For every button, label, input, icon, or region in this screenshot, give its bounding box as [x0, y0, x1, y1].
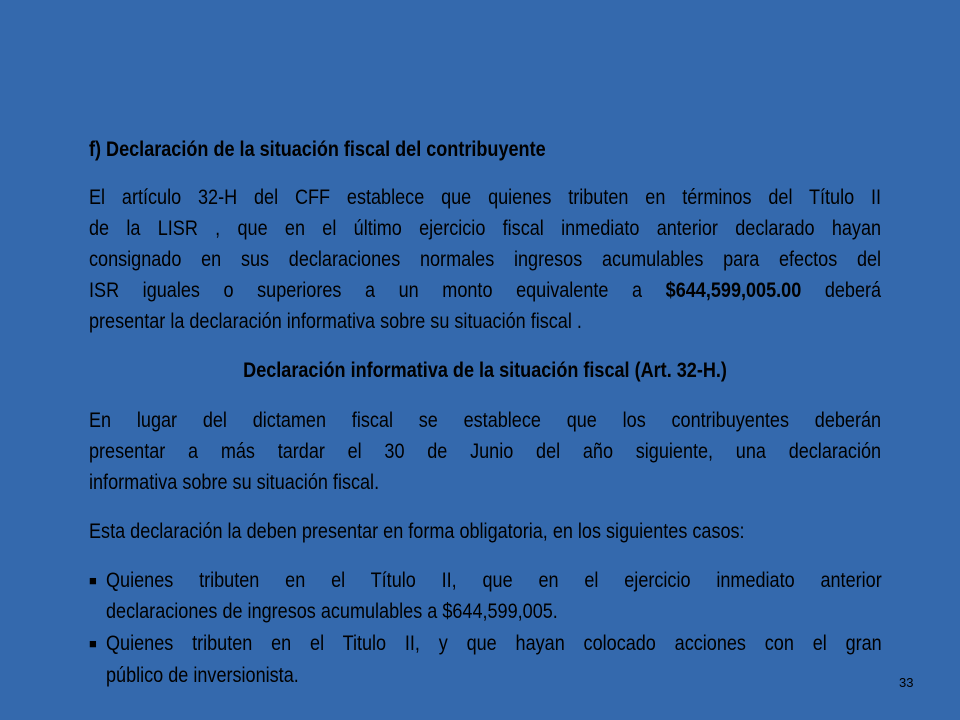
paragraph-2-line-3: informativa sobre su situación fiscal.	[89, 471, 380, 494]
subheading: Declaración informativa de la situación fiscal (Art. 32-H.)	[243, 359, 727, 382]
bullet-2-line-1: Quienes tributen en el Titulo II, y que hayan colocado acciones con el gran	[106, 632, 882, 655]
paragraph-1-line-3: consignado en sus declaraciones normales ingresos acumulables para efectos del	[89, 248, 882, 271]
paragraph-3: Esta declaración la deben presentar en forma obligatoria, en los siguientes casos:	[89, 520, 745, 543]
paragraph-2-line-2: presentar a más tardar el 30 de Junio del año siguiente, una declaración	[89, 440, 882, 463]
paragraph-2-line-1: En lugar del dictamen fiscal se establece que los contribuyentes deberán	[89, 409, 882, 432]
page-number: 33	[899, 675, 914, 690]
paragraph-1-line-5: presentar la declaración informativa sobre su situación fiscal .	[89, 310, 582, 333]
paragraph-1-line-4	[89, 279, 881, 303]
bullet-1-line-1: Quienes tributen en el Título II, que en el ejercicio inmediato anterior	[106, 569, 882, 592]
bullet-square-icon: ■	[89, 636, 97, 651]
section-heading: f) Declaración de la situación fiscal del contribuyente	[89, 138, 546, 161]
paragraph-1-line-1: El artículo 32-H del CFF establece que quienes tributen en términos del Título II	[89, 186, 882, 209]
threshold-amount: $644,599,005.00	[665, 279, 802, 302]
paragraph-1-line-4-end: deberá	[801, 279, 882, 302]
bullet-1-line-2: declaraciones de ingresos acumulables a $644,599,005.	[106, 600, 558, 623]
paragraph-1-line-4-text: ISR iguales o superiores a un monto equivalente a	[89, 279, 666, 302]
bullet-square-icon: ■	[89, 573, 97, 588]
bullet-2-line-2: público de inversionista.	[106, 664, 299, 687]
paragraph-1-line-2: de la LISR , que en el último ejercicio fiscal inmediato anterior declarado hayan	[89, 217, 882, 240]
